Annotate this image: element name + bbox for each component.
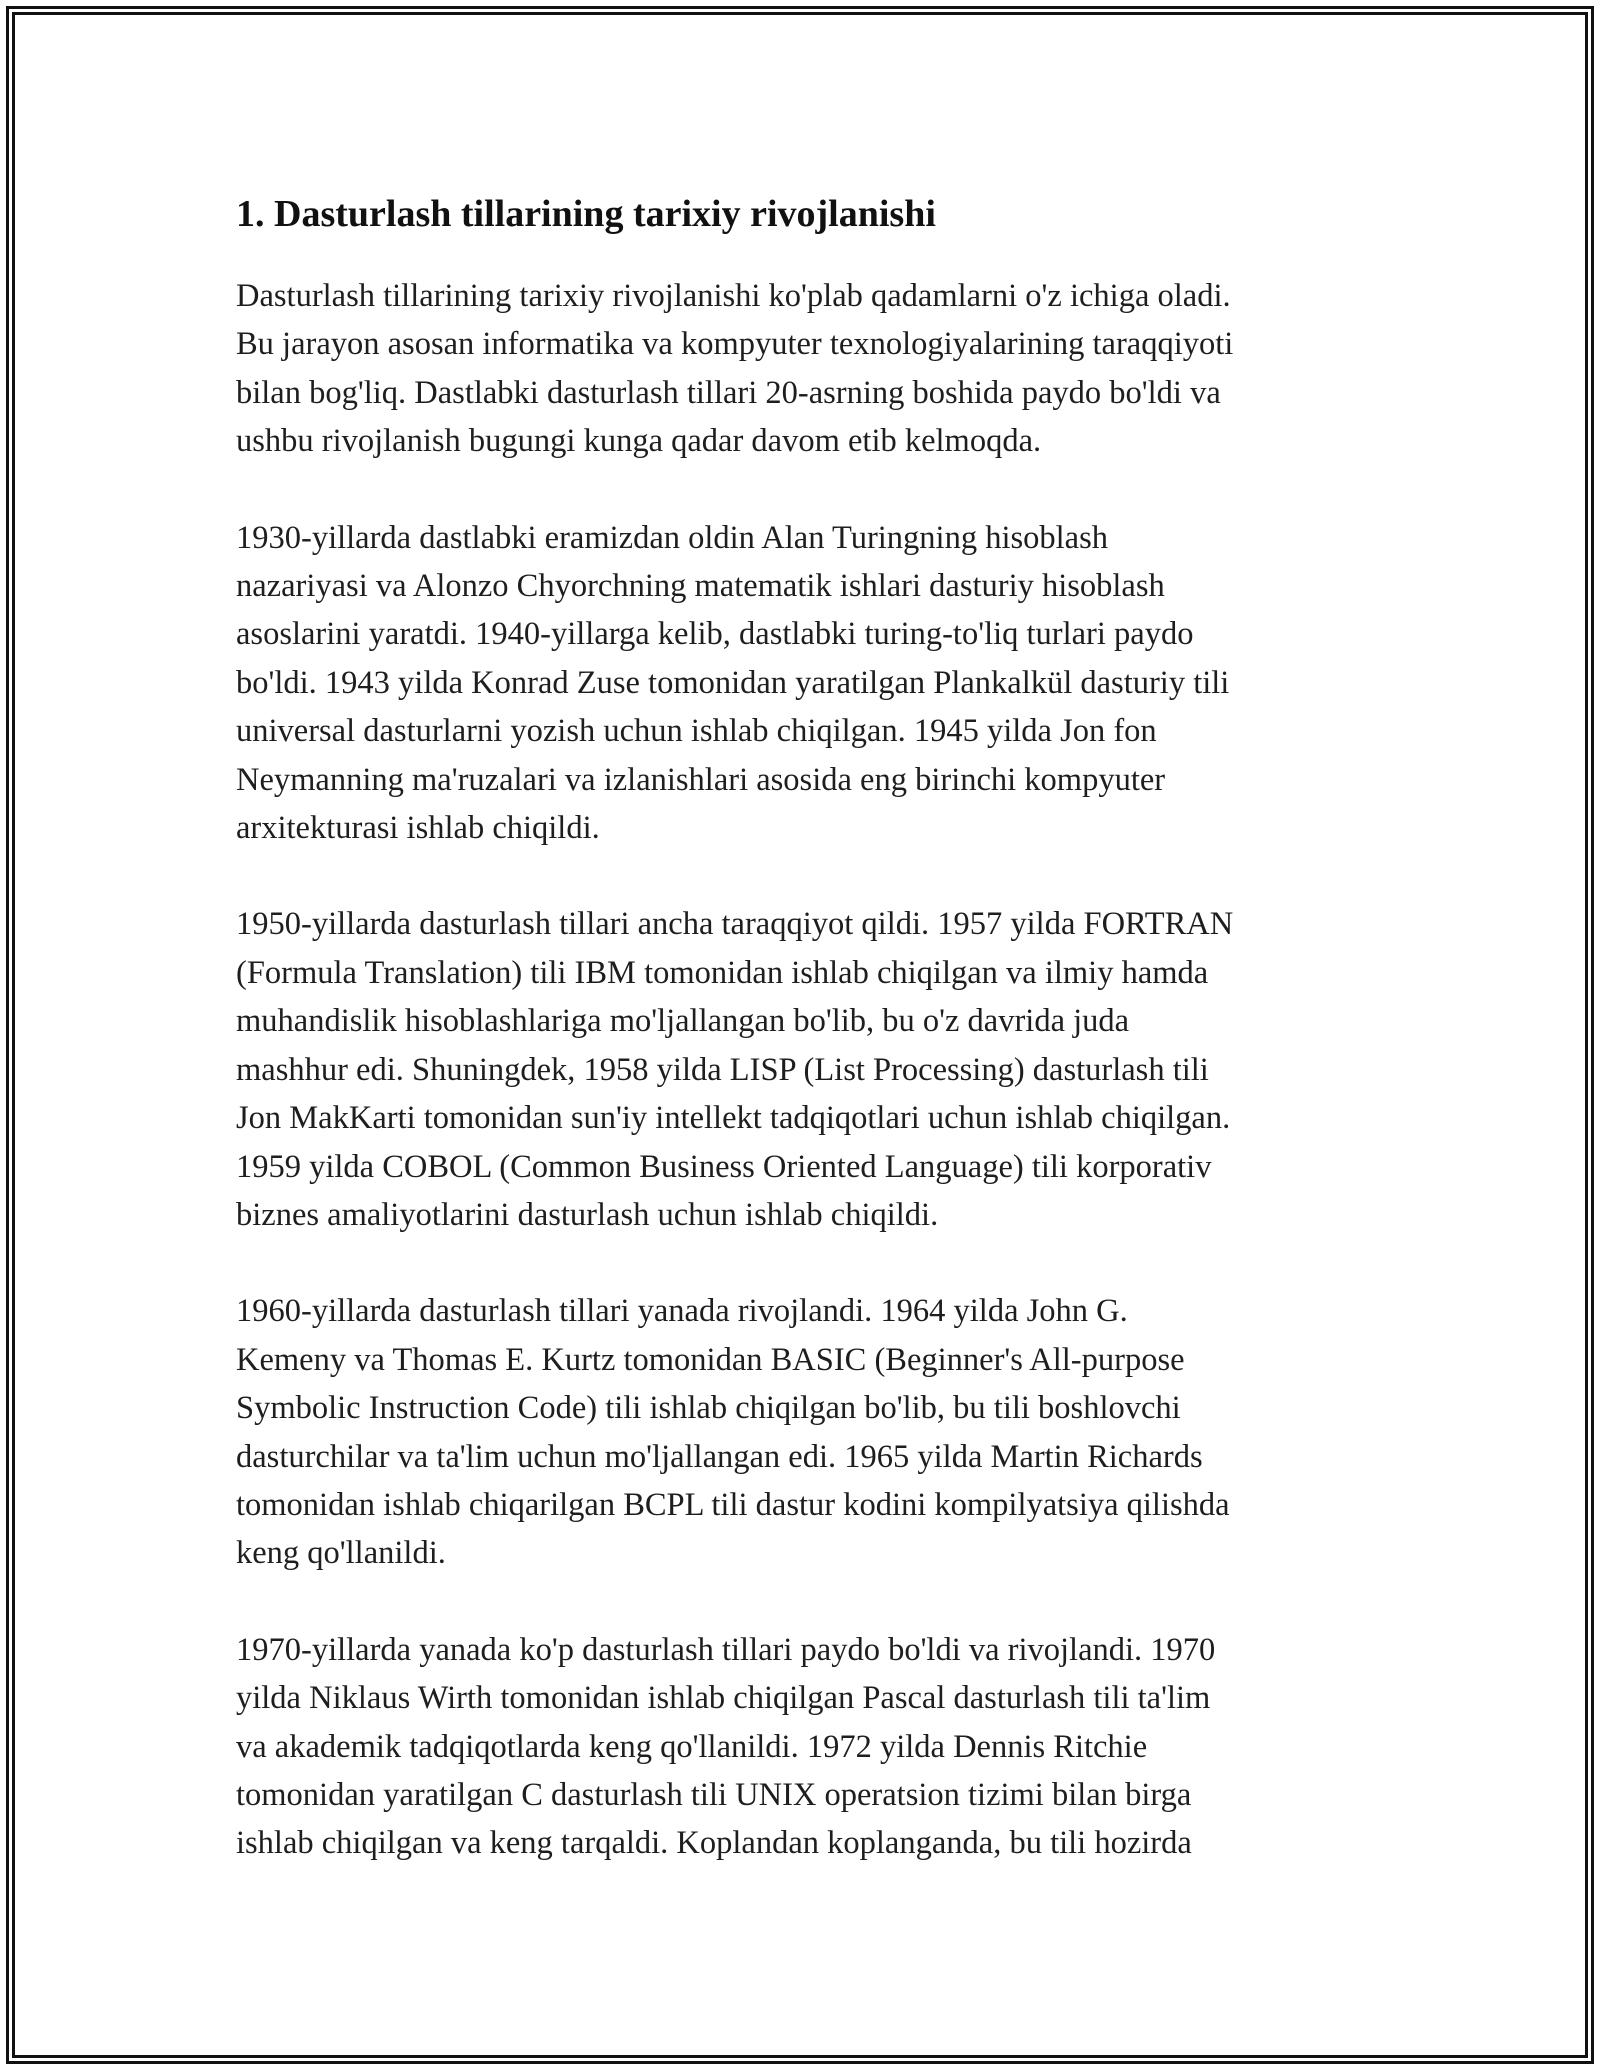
- paragraph-1950s: 1950-yillarda dasturlash tillari ancha taraqqiyot qildi. 1957 yilda FORTRAN (Formula Translation) tili IBM tomonidan ishlab chiqilgan va ilmiy hamda muhandislik hisoblashlariga mo'ljallangan bo'lib, bu o'z davrida juda mashhur edi. Shuningdek, 1958 yilda LISP (List Processing) dasturlash tili Jon MakKarti tomonidan sun'iy intellekt tadqiqotlari uchun ishlab chiqilgan. 1959 yilda COBOL (Common Business Oriented Language) tili korporativ biznes amaliyotlarini dasturlash uchun ishlab chiqildi.: [236, 906, 1234, 1233]
- paragraph-1930s: 1930-yillarda dastlabki eramizdan oldin Alan Turingning hisoblash nazariyasi va Alonzo Chyorchning matematik ishlari dasturiy hisoblash asoslarini yaratdi. 1940-yillarga kelib, dastlabki turing-to'liq turlari paydo bo'ldi. 1943 yilda Konrad Zuse tomonidan yaratilgan Plankalkül dasturiy tili universal dasturlarni yozish uchun ishlab chiqilgan. 1945 yilda Jon fon Neymanning ma'ruzalari va izlanishlari asosida eng birinchi kompyuter arxitekturasi ishlab chiqildi.: [236, 519, 1230, 847]
- document-body: [236, 186, 1366, 1916]
- paragraph-intro: Dasturlash tillarining tarixiy rivojlanishi ko'plab qadamlarni o'z ichiga oladi. Bu jarayon asosan informatika va kompyuter texnologiyalarining taraqqiyoti bilan bog'liq. Dastlabki dasturlash tillari 20-asrning boshida paydo bo'ldi va ushbu rivojlanish bugungi kunga qadar davom etib kelmoqda.: [236, 278, 1234, 460]
- paragraph-1960s: 1960-yillarda dasturlash tillari yanada rivojlandi. 1964 yilda John G. Kemeny va Thomas E. Kurtz tomonidan BASIC (Beginner's All-purpose Symbolic Instruction Code) tili ishlab chiqilgan bo'lib, bu tili boshlovchi dasturchilar va ta'lim uchun mo'ljallangan edi. 1965 yilda Martin Richards tomonidan ishlab chiqarilgan BCPL tili dastur kodini kompilyatsiya qilishda keng qo'llanildi.: [236, 1293, 1230, 1572]
- page-title: 1. Dasturlash tillarining tarixiy rivojlanishi: [236, 193, 936, 235]
- paragraph-1970s: 1970-yillarda yanada ko'p dasturlash tillari paydo bo'ldi va rivojlandi. 1970 yilda Niklaus Wirth tomonidan ishlab chiqilgan Pascal dasturlash tili ta'lim va akademik tadqiqotlarda keng qo'llanildi. 1972 yilda Dennis Ritchie tomonidan yaratilgan C dasturlash tili UNIX operatsion tizimi bilan birga ishlab chiqilgan va keng tarqaldi. Koplandan koplanganda, bu tili hozirda: [236, 1631, 1216, 1862]
